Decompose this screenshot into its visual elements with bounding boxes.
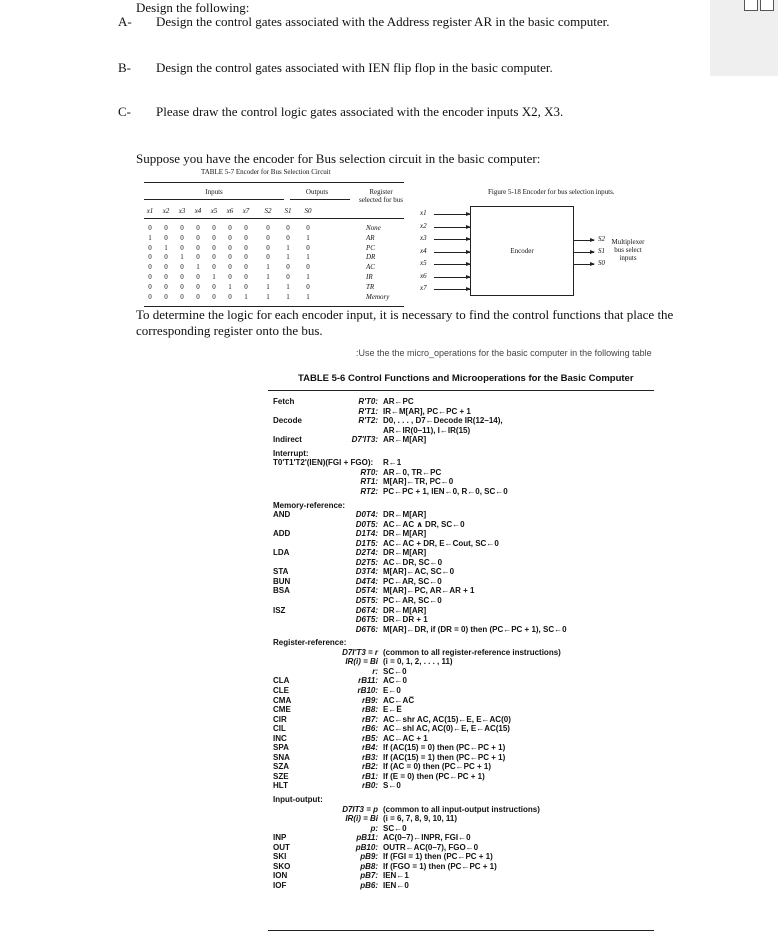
table57-cell: 1 [266, 292, 270, 301]
table56-control-function: D0T5: [355, 519, 378, 529]
question-text: Design the control gates associated with the Address register AR in the basic computer. [156, 14, 610, 29]
table56-control-function: D7IT3 = p [342, 804, 378, 814]
table57-col-header: x2 [162, 207, 170, 215]
table56-microoperation: (i = 0, 1, 2, . . . , 11) [383, 657, 453, 667]
table57-cell: 1 [212, 273, 216, 281]
table56-microoperation: AR←IR(0–11), I←IR(15) [383, 425, 471, 435]
table57-cell: 0 [286, 233, 290, 242]
table56-control-function: rB8: [361, 705, 378, 715]
table57-cell: 1 [306, 273, 310, 281]
table57-col-header: x4 [194, 207, 202, 215]
table57-row [144, 224, 404, 233]
restore-box-icon[interactable] [760, 0, 774, 11]
table56-microoperation: (i = 6, 7, 8, 9, 10, 11) [383, 814, 458, 824]
table56-symbol: SNA [273, 752, 290, 762]
table56-control-function: pB9: [360, 852, 378, 862]
table57-cell: 0 [148, 282, 152, 291]
table57-cell: 1 [306, 253, 310, 262]
table57-row [144, 283, 404, 292]
table57-cell: 1 [180, 253, 184, 262]
table57-cell: 0 [180, 233, 184, 242]
table57-cell: 0 [148, 263, 152, 272]
table56-control-function: RT1: [360, 477, 378, 487]
table57-cell: 0 [244, 233, 248, 242]
output-arrow-icon [573, 264, 594, 265]
window-controls[interactable] [744, 0, 774, 11]
table56-microoperation: If (FGO = 1) then (PC←PC + 1) [383, 861, 497, 871]
table57-register: AR [366, 233, 375, 242]
table56-control-function: D1T5: [355, 538, 378, 548]
table56-control-function: rB7: [361, 714, 378, 724]
table56-control-function: rB11: [358, 676, 378, 686]
table57-register: IR [366, 273, 373, 281]
table56-section-header: Input-output: [273, 795, 323, 804]
table57-cell: 0 [286, 263, 290, 272]
table57-row [144, 293, 404, 302]
table56-symbol: ION [273, 871, 288, 881]
table57-cell: 0 [266, 253, 270, 262]
table57-cell: 0 [180, 243, 184, 252]
table56-control-function: rB4: [361, 743, 378, 753]
encoder-input-label: x5 [420, 259, 427, 267]
table57-cell: 0 [148, 243, 152, 252]
table56-symbol: CIR [273, 714, 287, 724]
table57-cell: 0 [180, 224, 184, 232]
table56-microoperation: DR←M[AR] [383, 548, 427, 558]
table57-cell: 1 [228, 282, 232, 291]
encoder-output-label: S1 [598, 247, 605, 255]
table57-register: None [366, 224, 381, 232]
table57-cell: 0 [228, 273, 232, 281]
table57-cell: 0 [164, 233, 168, 242]
table56-microoperation: M[AR]←PC, AR←AR + 1 [383, 586, 475, 596]
table57-inputs-label: Inputs [205, 188, 223, 196]
table56-microoperation: AC←AC ∧ DR, SC←0 [383, 519, 465, 529]
table57-cell: 0 [148, 253, 152, 262]
table56-control-function: D2T5: [355, 557, 378, 567]
table56-microoperation: OUTR←AC(0–7), FGO←0 [383, 842, 479, 852]
output-arrow-icon [573, 252, 594, 253]
input-arrow-icon [434, 227, 470, 228]
table57-cell: 0 [212, 224, 216, 232]
table57-cell: 0 [180, 263, 184, 272]
table56-symbol: Indirect [273, 435, 302, 445]
table57-cell: 0 [196, 253, 200, 262]
table57-cell: 0 [266, 224, 270, 232]
determine-text: To determine the logic for each encoder input, it is necessary to find the control functions that place the corresponding register onto the bus. [136, 307, 674, 338]
table56-symbol: HLT [273, 781, 288, 791]
table56-control-function: pB10: [355, 842, 378, 852]
table56-symbol: STA [273, 567, 289, 577]
table56-control-function: rB2: [361, 762, 378, 772]
table56-symbol: CIL [273, 724, 286, 734]
table56-microoperation: SC←0 [383, 823, 407, 833]
table56-control-function: R'T2: [358, 416, 378, 426]
table57-cell: 0 [164, 273, 168, 281]
table56-microoperation: DR←M[AR] [383, 605, 427, 615]
table57-cell: 0 [212, 253, 216, 262]
table56-microoperation: (common to all register-reference instructions) [383, 647, 561, 657]
table57-register: PC [366, 243, 375, 252]
table57-cell: 0 [286, 224, 290, 232]
table57-row [144, 244, 404, 253]
output-arrow-icon [573, 240, 594, 241]
table57-row [144, 273, 404, 282]
table57-col-header: S0 [304, 207, 312, 215]
table57-register: Memory [366, 292, 390, 301]
table56-symbol: LDA [273, 548, 290, 558]
table56-symbol: SKO [273, 861, 291, 871]
table56-symbol: INP [273, 833, 287, 843]
table56-symbol: CLE [273, 685, 289, 695]
table56-control-function: D6T5: [355, 615, 378, 625]
table56-symbol: IOF [273, 880, 287, 890]
table56-microoperation: S←0 [383, 781, 401, 791]
table56-microoperation: AC←shr AC, AC(15)←E, E←AC(0) [383, 714, 511, 724]
table56-microoperation: M[AR]←AC, SC←0 [383, 567, 455, 577]
table57-cell: 0 [196, 273, 200, 281]
table57-cell: 0 [212, 243, 216, 252]
table56-symbol: T0'T1'T2'(IEN)(FGI + FGO): [273, 458, 374, 468]
table56-symbol: SKI [273, 852, 287, 862]
table56-symbol: CMA [273, 695, 292, 705]
table57-cell: 0 [228, 253, 232, 262]
table57-register: AC [366, 263, 375, 272]
table56-microoperation: E←0 [383, 685, 401, 695]
input-arrow-icon [434, 239, 470, 240]
side-panel [710, 0, 778, 76]
input-arrow-icon [434, 252, 470, 253]
table57-col-header: x5 [210, 207, 218, 215]
note-text: :Use the the micro_operations for the basic computer in the following table [356, 348, 652, 358]
encoder-input-label: x4 [420, 246, 427, 255]
table57-cell: 0 [306, 263, 310, 272]
encoder-box: Encoder [470, 206, 574, 296]
table56-symbol: SZA [273, 762, 289, 772]
table57-cell: 1 [286, 282, 290, 291]
table57-cell: 0 [180, 282, 184, 291]
table56-microoperation: AC←AC + DR, E←Cout, SC←0 [383, 538, 499, 548]
table56-microoperation: If (E = 0) then (PC←PC + 1) [383, 771, 485, 781]
table57-cell: 1 [266, 282, 270, 291]
table56-symbol: AND [273, 510, 291, 520]
table57-cell: 0 [196, 233, 200, 242]
table56-section-header: Register-reference: [273, 638, 347, 648]
table56-control-function: D1T4: [355, 529, 378, 539]
table56-microoperation: If (AC(15) = 1) then (PC←PC + 1) [383, 752, 506, 762]
table57-cell: 0 [180, 273, 184, 281]
table57-register: TR [366, 282, 375, 291]
table56-symbol: BSA [273, 586, 290, 596]
table56-control-function: pB7: [360, 871, 378, 881]
table56-microoperation: AR←M[AR] [383, 435, 427, 445]
table56-microoperation: If (AC = 0) then (PC←PC + 1) [383, 762, 492, 772]
table56-microoperation: PC←AR, SC←0 [383, 576, 442, 586]
table56-microoperation: PC←PC + 1, IEN←0, R←0, SC←0 [383, 486, 508, 496]
table56-microoperation: AR←0, TR←PC [383, 467, 442, 477]
table57-cell: 0 [164, 292, 168, 301]
table56-symbol: SZE [273, 771, 289, 781]
table57-col-header: x6 [226, 207, 234, 215]
table56-microoperation: IR←M[AR], PC←PC + 1 [383, 406, 471, 416]
table56-symbol: BUN [273, 576, 291, 586]
table57-cell: 1 [286, 243, 290, 252]
table57-cell: 1 [196, 263, 200, 272]
table57-cell: 0 [306, 224, 310, 232]
table56-symbol: ADD [273, 529, 291, 539]
table57-cell: 1 [266, 263, 270, 272]
table56-control-function: D5T5: [355, 596, 378, 605]
table57-cell: 0 [196, 282, 200, 291]
table56-control-function: pB11: [356, 833, 378, 843]
table57-cell: 0 [244, 273, 248, 281]
table56-symbol: CME [273, 705, 291, 715]
table57-cell: 0 [266, 233, 270, 242]
table56-control-function: rB1: [361, 771, 378, 781]
table56-control-function: rB9: [361, 695, 378, 705]
table56-control-function: pB6: [360, 880, 378, 890]
table57-cell: 0 [164, 253, 168, 262]
table56-microoperation: DR←M[AR] [383, 510, 427, 520]
figure518 [414, 204, 664, 300]
table56-control-function: D4T4: [355, 576, 378, 586]
table57-col-header: x7 [242, 207, 250, 215]
table56-microoperation: DR←DR + 1 [383, 615, 428, 625]
table57-col-header: S2 [264, 207, 272, 215]
table56-control-function: D7'IT3: [351, 435, 378, 445]
encoder-input-label: x1 [420, 209, 427, 217]
encoder-input-label: x3 [420, 234, 427, 242]
table57-row [144, 253, 404, 262]
table56-symbol: SPA [273, 743, 289, 753]
table57-cell: 0 [212, 263, 216, 272]
minimize-box-icon[interactable] [744, 0, 758, 11]
table57-cell: 1 [266, 273, 270, 281]
table56-microoperation: IEN←1 [383, 871, 409, 881]
table57-cell: 0 [244, 282, 248, 291]
table56-microoperation: If (FGI = 1) then (PC←PC + 1) [383, 852, 493, 862]
table56-control-function: p: [370, 823, 378, 833]
table56-control-function: R'T0: [358, 397, 378, 406]
table57-col-header: S1 [284, 207, 292, 215]
table57-cell: 0 [196, 224, 200, 232]
table56-microoperation: AR←PC [383, 397, 414, 406]
table56-symbol: Decode [273, 416, 302, 426]
table56-control-function: R'T1: [358, 406, 378, 416]
question-letter: A- [118, 14, 132, 29]
table56-section-header: Memory-reference: [273, 500, 346, 510]
table56-control-function: IR(i) = Bi [345, 657, 378, 667]
input-arrow-icon [434, 264, 470, 265]
table57-cell: 0 [244, 224, 248, 232]
table57-cell: 0 [306, 243, 310, 252]
table57-caption: TABLE 5-7 Encoder for Bus Selection Circuit [201, 168, 331, 176]
table56-control-function: D7I'T3 = r [342, 647, 378, 657]
question-letter: C- [118, 104, 131, 119]
table56-microoperation: DR←M[AR] [383, 529, 427, 539]
table56-microoperation: AC←AC + 1 [383, 733, 428, 743]
table56-control-function: D2T4: [355, 548, 378, 558]
table56-microoperation: PC←AR, SC←0 [383, 596, 442, 605]
table57-cell: 1 [286, 292, 290, 301]
table57-row [144, 263, 404, 272]
suppose-text: Suppose you have the encoder for Bus selection circuit in the basic computer: [136, 151, 541, 166]
table56-microoperation: M[AR]←TR, PC←0 [383, 477, 454, 487]
input-arrow-icon [434, 277, 470, 278]
heading: Design the following: [136, 0, 250, 15]
table56-control-function: rB6: [361, 724, 378, 734]
table56-section-header: Interrupt: [273, 448, 309, 458]
question-text: Design the control gates associated with IEN flip flop in the basic computer. [156, 60, 553, 75]
table57-cell: 1 [148, 233, 152, 242]
table56-microoperation: E←E̅ [383, 705, 402, 715]
table57-cell: 0 [228, 233, 232, 242]
table56-control-function: rB5: [361, 733, 378, 743]
table57-cell: 0 [306, 282, 310, 291]
table57-register: DR [366, 253, 376, 262]
table57-cell: 0 [148, 273, 152, 281]
table56-control-function: D6T4: [355, 605, 378, 615]
table56-microoperation: AC←shl AC, AC(0)←E, E←AC(15) [383, 724, 510, 734]
table56-microoperation: AC←DR, SC←0 [383, 557, 443, 567]
table57-cell: 1 [286, 253, 290, 262]
table57-cell: 0 [148, 292, 152, 301]
input-arrow-icon [434, 289, 470, 290]
table56-microoperation: (common to all input-output instructions) [383, 804, 540, 814]
table57-cell: 1 [306, 233, 310, 242]
table57-cell: 0 [180, 292, 184, 301]
table57-cell: 0 [244, 243, 248, 252]
encoder-input-label: x7 [420, 284, 427, 292]
table56-control-function: D3T4: [355, 567, 378, 577]
table56-control-function: r: [372, 666, 378, 676]
table56-microoperation: IEN←0 [383, 880, 409, 890]
table57-cell: 0 [228, 263, 232, 272]
table57-cell: 0 [196, 292, 200, 301]
table57-cell: 0 [164, 263, 168, 272]
table56-control-function: RT0: [360, 467, 378, 477]
table57-register-label: Register selected for bus [359, 188, 403, 204]
table57-cell: 0 [228, 292, 232, 301]
table56-symbol: ISZ [273, 605, 286, 615]
question-text: Please draw the control logic gates associated with the encoder inputs X2, X3. [156, 104, 564, 119]
table57-cell: 1 [306, 292, 310, 301]
table56-symbol: CLA [273, 676, 290, 686]
table56-control-function: D5T4: [355, 586, 378, 596]
table56-symbol: INC [273, 733, 287, 743]
table57-cell: 0 [212, 282, 216, 291]
table57-cell: 0 [244, 263, 248, 272]
figure518-caption: Figure 5-18 Encoder for bus selection inputs. [488, 188, 615, 196]
table56-microoperation: SC←0 [383, 666, 407, 676]
table56-microoperation: AC←0 [383, 676, 408, 686]
table57-cell: 0 [266, 243, 270, 252]
table57-cell: 0 [212, 292, 216, 301]
table57-cell: 0 [148, 224, 152, 232]
table56-control-function: IR(i) = Bi [345, 814, 378, 824]
table57-cell: 0 [164, 282, 168, 291]
table57 [144, 182, 404, 307]
table56-control-function: D6T6: [355, 624, 378, 634]
table57-cell: 0 [228, 224, 232, 232]
table57-cell: 1 [244, 292, 248, 301]
table57-col-header: x3 [178, 207, 186, 215]
mux-label: Multiplexer bus select inputs [611, 238, 645, 262]
input-arrow-icon [434, 214, 470, 215]
table56-microoperation: M[AR]←DR, if (DR = 0) then (PC←PC + 1), SC←0 [383, 624, 567, 634]
table57-cell: 0 [244, 253, 248, 262]
table57-cell: 0 [286, 273, 290, 281]
table56-control-function: pB8: [360, 861, 378, 871]
table57-col-header: x1 [146, 207, 154, 215]
table56-control-function: RT2: [360, 486, 378, 496]
table56-control-function: rB3: [361, 752, 378, 762]
table56-microoperation: AC←AC̅ [383, 695, 415, 705]
encoder-output-label: S2 [598, 235, 605, 243]
table57-cell: 0 [212, 233, 216, 242]
table56-control-function: rB10: [357, 685, 378, 695]
table57-cell: 1 [164, 243, 168, 252]
question-letter: B- [118, 60, 131, 75]
table56-control-function: rB0: [361, 781, 378, 791]
encoder-input-label: x6 [420, 271, 427, 280]
encoder-input-label: x2 [420, 221, 427, 230]
encoder-output-label: S0 [598, 259, 605, 267]
table56-microoperation: R←1 [383, 458, 402, 468]
table56-microoperation: D0, . . . , D7←Decode IR(12–14), [383, 416, 503, 426]
table56-control-function: D0T4: [355, 510, 378, 520]
table56-caption: TABLE 5-6 Control Functions and Microoperations for the Basic Computer [298, 373, 634, 384]
table57-cell: 0 [196, 243, 200, 252]
table57-outputs-label: Outputs [305, 188, 329, 196]
table56-microoperation: AC(0–7)←INPR, FGI←0 [383, 833, 471, 843]
table56-symbol: Fetch [273, 397, 295, 406]
table57-cell: 0 [228, 243, 232, 252]
table56-microoperation: If (AC(15) = 0) then (PC←PC + 1) [383, 743, 506, 753]
table57-row [144, 234, 404, 243]
table56-symbol: OUT [273, 842, 290, 852]
table57-cell: 0 [164, 224, 168, 232]
